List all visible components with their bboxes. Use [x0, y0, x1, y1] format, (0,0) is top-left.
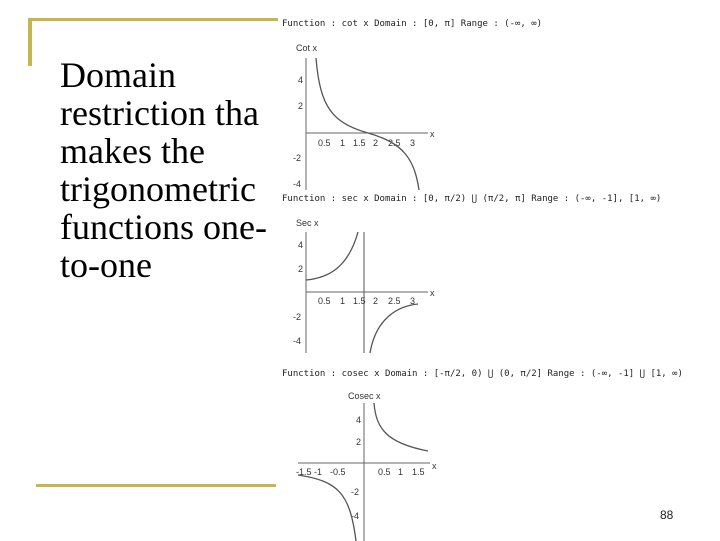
- y-tick-label: 4: [298, 240, 304, 250]
- cosec-right-branch: [374, 403, 428, 451]
- y-tick-label: 2: [298, 101, 304, 111]
- title-line: functions one-: [60, 207, 267, 247]
- frame-bottom-line: [36, 484, 276, 487]
- cosec-graph-panel: [278, 365, 698, 537]
- y-axis-label: Sec x: [296, 218, 319, 228]
- y-tick-label: 4: [298, 75, 304, 85]
- sec-left-branch: [306, 232, 358, 280]
- title-line: Domain: [60, 55, 176, 95]
- x-tick-label: 0.5: [378, 467, 391, 477]
- y-tick-label: -2: [351, 487, 360, 497]
- x-tick-label: 2.5: [388, 296, 401, 306]
- graph-caption: Function : cot x Domain : [0, π] Range : (-∞, ∞): [282, 19, 543, 29]
- frame-top-line: [28, 18, 278, 21]
- title-line: restriction tha: [60, 93, 259, 133]
- sec-graph: [278, 208, 698, 373]
- y-tick-label: -2: [293, 312, 302, 322]
- x-axis-label: x: [430, 288, 435, 298]
- x-tick-label: -1.5: [296, 467, 312, 477]
- y-tick-label: 4: [356, 415, 362, 425]
- y-tick-label: 2: [356, 437, 362, 447]
- cot-graph-panel: [278, 15, 678, 190]
- x-tick-label: 1: [340, 296, 346, 306]
- x-tick-label: 1.5: [353, 296, 366, 306]
- x-tick-label: -1: [314, 467, 323, 477]
- x-tick-label: 3: [410, 138, 416, 148]
- x-tick-label: 1.5: [412, 467, 425, 477]
- title-line: makes the: [60, 131, 205, 171]
- x-tick-label: 3: [410, 296, 416, 306]
- x-tick-label: 0.5: [318, 296, 331, 306]
- cosec-graph: [278, 383, 698, 541]
- y-tick-label: -4: [293, 179, 302, 189]
- y-axis-label: Cot x: [296, 43, 318, 53]
- x-axis-label: x: [432, 461, 437, 471]
- y-tick-label: 2: [298, 264, 304, 274]
- x-tick-label: -0.5: [330, 467, 346, 477]
- x-tick-label: 2: [373, 138, 379, 148]
- y-tick-label: -2: [293, 153, 302, 163]
- x-tick-label: 1: [398, 467, 404, 477]
- x-tick-label: 1.5: [353, 138, 366, 148]
- y-tick-label: -4: [351, 511, 360, 521]
- cosec-left-branch: [298, 475, 356, 541]
- sec-right-branch: [370, 304, 418, 353]
- frame-left-line: [28, 18, 32, 66]
- x-tick-label: 2.5: [388, 138, 401, 148]
- page-number: 88: [660, 508, 674, 522]
- y-tick-label: -4: [293, 336, 302, 346]
- title-line: to-one: [60, 245, 152, 285]
- x-tick-label: 0.5: [318, 138, 331, 148]
- x-tick-label: 1: [340, 138, 346, 148]
- x-axis-label: x: [430, 129, 435, 139]
- sec-graph-panel: [278, 190, 698, 365]
- x-tick-label: 2: [373, 296, 379, 306]
- title-line: trigonometric: [60, 169, 256, 209]
- graph-caption: Function : cosec x Domain : [-π/2, 0) ⋃ (0, π/2] Range : (-∞, -1] ⋃ [1, ∞): [282, 369, 683, 379]
- cot-graph: [278, 33, 678, 198]
- graph-caption: Function : sec x Domain : [0, π/2) ⋃ (π/2, π] Range : (-∞, -1], [1, ∞): [282, 194, 662, 204]
- cot-curve: [316, 58, 420, 198]
- y-axis-label: Cosec x: [348, 391, 381, 401]
